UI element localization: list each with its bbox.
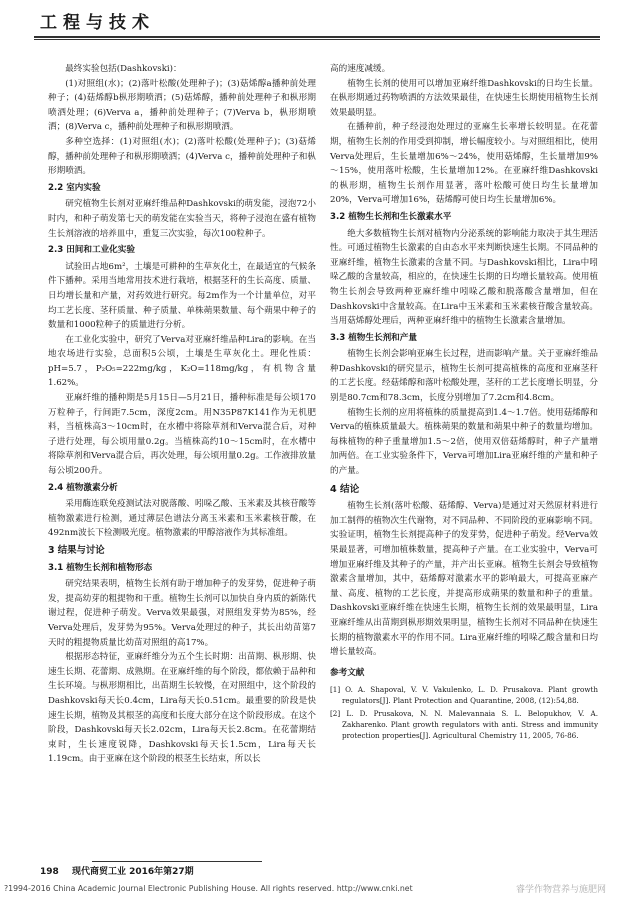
paragraph: 研究植物生长剂对亚麻纤维品种Dashkovski的萌发能，浸泡72小时内，和种子萌发第七天的萌发能在实验当天，将种子浸泡在盛有植物生长剂溶液的培养皿中，重复三次实验，每次100粒种子。 xyxy=(48,199,316,239)
section-title: 工程与技术 xyxy=(40,13,155,33)
reference-item: [2] L. D. Prusakova, N. N. Malevannaia S. L. Belopukhov, V. A. Zakharenko. Plant growth regulators with anti. Stress and immunity protection properties[J]. Agricultural Chemistry 11, 2005, 76-86. xyxy=(330,709,598,741)
watermark: 睿学作物营养与施肥网 xyxy=(516,885,607,895)
reference-item: [1] O. A. Shapoval, V. V. Vakulenko, L. D. Prusakova. Plant growth regulators[J]. Plant Protection and Quarantine, 2008, (12):54,88. xyxy=(330,685,598,706)
paragraph: 在播种前，种子经浸泡处理过的亚麻生长率增长较明显。在花蕾期，植物生长剂的作用受到抑制，增长幅度较小。与对照组相比，使用Verva处理后，生长量增加6%～24%，使用菇烯醇，生长量增加9%～15%，使用落叶松酸，生长量增加12%。在亚麻纤维Dashkovski的枞形期，植物生长剂作用显著，落叶松酸可使日均生长量增加20%，Verva可增加16%，菇烯醇可使日均生长量增加6%。 xyxy=(330,122,598,206)
copyright-line: ?1994-2016 China Academic Journal Electronic Publishing House. All rights reserved. http://www.cnki.net xyxy=(4,884,413,893)
heading-conclusion: 4 结论 xyxy=(330,483,360,495)
paragraph: 在工业化实验中，研究了Verva对亚麻纤维品种Lira的影响。在当地农场进行实验，总面积5公顷，土壤是生草灰化土。理化性质：pH=5.7，P₂O₅=222mg/kg，K₂O=118mg/kg，有机物含量1.62%。 xyxy=(48,334,316,389)
paragraph: 绝大多数植物生长剂对植物内分泌系统的影响能力取决于其生理活性。可通过植物生长激素的自由态水平来判断快速生长期。不同品种的亚麻纤维，植物生长激素的含量不同。与Dashkovski相比，Lira中吲哚乙酸的含量较高，相应的，在快速生长期的日均增长量较高。使用植物生长剂会导致两种亚麻纤维中吲哚乙酸和脱落酸含量增加，但在Dashkovski中含量较高。在Lira中玉米素和玉米素核苷酸含量较高。当用菇烯醇处理后，两种亚麻纤维中的植物生长激素含量增加。 xyxy=(330,228,598,327)
paragraph: 根据形态特征，亚麻纤维分为五个生长时期：出苗期、枞形期、快速生长期、花蕾期、成熟期。在亚麻纤维的每个阶段，都依赖于品种和生长环境。与枞形期相比，出苗期生长较慢，在对照组中，这个阶段的Dashkovski每天长0.4cm，Lira每天长0.51cm。最重要的阶段是快速生长期，植物及其根茎的高度和长度大部分在这个阶段形成。在这个阶段，Dashkovski每天长2.02cm，Lira每天长2.8cm。在花蕾期结束时，生长速度锐降，Dashkovski每天长1.5cm，Lira每天长1.19cm。由于亚麻在这个阶段的根茎生长结束，所以长 xyxy=(48,652,316,765)
heading-3: 3 结果与讨论 xyxy=(48,545,105,556)
paragraph: 多种空选择：(1)对照组(水)；(2)落叶松酸(处理种子)；(3)菇烯醇，播种前处理种子和枞形期喷洒；(4)Verva c，播种前处理种子和枞形期喷洒。 xyxy=(48,136,316,177)
paragraph: 亚麻纤维的播种期是5月15日—5月21日，播种标准是每公顷170万粒种子，行间距7.5cm，深度2cm。用N35P87K141作为无机肥料，当植株高3～10cm时，在水槽中将除草剂和Verva混合后，对种子进行处理，每公顷用量0.2g。当植株高约10～15cm时，在水槽中将除草剂和Verva混合后，再次处理，每公顷用量0.2g。工作液排放量每公顷200升。 xyxy=(48,393,316,477)
page-footer xyxy=(40,864,560,877)
heading-3-3: 3.3 植物生长剂和产量 xyxy=(330,332,417,343)
paragraph: (1)对照组(水)；(2)落叶松酸(处理种子)；(3)菇烯醇a播种前处理种子；(4)菇烯醇b枞形期喷洒；(5)菇烯醇，播种前处理种子和枞形期喷洒处理；(6)Verva a，播种前处理种子；(7)Verva b，枞形期喷洒；(8)Verva c，播种前处理种子和枞形期喷洒。 xyxy=(48,78,316,133)
paragraph: 高的速度减缓。 xyxy=(330,64,391,74)
paragraph: 最终实验包括(Dashkovski)： xyxy=(65,64,182,74)
paragraph: 植物生长剂(落叶松酸、菇烯醇、Verva)是通过对天然原材料进行加工制得的植物次生代谢物，对不同品种、不同阶段的亚麻影响不同。实验证明，植物生长剂提高种子的发芽势，促进种子萌发。经Verva效果最显著，可增加植株数量，提高种子产量。在工业实验中，Verva可增加亚麻纤维及其种子的产量，并产出长亚麻。植物生长剂会导致植物激素含量增加，其中，菇烯醇对激素水平的影响最大，可提高亚麻产量、高度、植物的工艺长度，并提高形成蒴果的数量和种子的重量。Dashkovski亚麻纤维在快速生长期，植物生长剂的效果最明显，Lira亚麻纤维从出苗期到枞形期效果明显，植物生长剂对不同品种在快速生长期的植物激素水平的作用不同。Lira亚麻纤维的吲哚乙酸含量和日均增长量较高。 xyxy=(330,501,598,658)
heading-2-2: 2.2 室内实验 xyxy=(48,182,101,193)
footer-rule xyxy=(92,861,262,862)
left-column xyxy=(48,62,316,767)
paragraph: 试验田占地6m²，土壤是可耕种的生草灰化土，在最适宜的气候条件下播种。采用当地常用技术进行栽培，根据茎秆的生长高度、质量、日均增长量和产量，对药效进行研究。每2m作为一个计量单位，对平均工艺长度、茎秆质量、种子质量、单株蒴果数量、每个蒴果中种子的数量和1000粒种子的质量进行分析。 xyxy=(48,261,316,331)
heading-2-4: 2.4 植物激素分析 xyxy=(48,482,118,493)
paragraph: 植物生长剂的应用将植株的质量提高到1.4～1.7倍。使用菇烯醇和Verva的植株质量最大。植株蒴果的数量和蒴果中种子的数量均增加。每株植物的种子重量增加1.5～2倍，使用双倍菇烯醇时，种子产量增加两倍。在工业实验条件下，Verva可增加Lira亚麻纤维的产量和种子的产量。 xyxy=(330,407,598,477)
heading-3-1: 3.1 植物生长剂和植物形态 xyxy=(48,562,153,573)
right-column xyxy=(330,62,598,743)
header-rule-thin xyxy=(34,39,600,40)
journal-issue: 现代商贸工业 2016年第27期 xyxy=(71,867,194,877)
paragraph: 植物生长剂的使用可以增加亚麻纤维Dashkovski的日均生长量。在枞形期通过药物喷洒的方法效果最佳，在快速生长期使用植物生长剂效果最明显。 xyxy=(330,78,598,118)
paragraph: 研究结果表明，植物生长剂有助于增加种子的发芽势，促进种子萌发，提高幼芽的粗提物和干重。植物生长剂可以加快自身内质的新陈代谢过程，促进种子萌发。Verva效果最强，对照组发芽势为85%，经Verva处理后，发芽势为95%。Verva处理过的种子，其长出幼苗第7天时的粗提物质量比幼苗对照组的高17%。 xyxy=(48,579,316,648)
heading-3-2: 3.2 植物生长剂和生长激素水平 xyxy=(330,211,452,222)
references-title: 参考文献 xyxy=(330,667,365,678)
heading-2-3: 2.3 田间和工业化实验 xyxy=(48,245,135,256)
paragraph: 采用酶连联免疫测试法对脱落酸、吲哚乙酸、玉米素及其核苷酸等植物激素进行检测，通过薄层色谱法分离玉米素和玉米素核苷酸，在492nm波长下检测吸光度。植物激素的甲醇溶液作为其标准组。 xyxy=(48,499,316,539)
header-rule xyxy=(34,36,600,38)
paragraph: 植物生长剂会影响亚麻生长过程，进而影响产量。关于亚麻纤维品种Dashkovski的研究显示，植物生长剂可提高植株的高度和亚麻茎秆的工艺长度。经菇烯醇和落叶松酸处理，茎秆的工艺长度增长明显，分别是80.7cm和78.3cm，长度分别增加了7.2cm和4.8cm。 xyxy=(330,349,598,404)
page-number: 198 xyxy=(40,867,59,877)
